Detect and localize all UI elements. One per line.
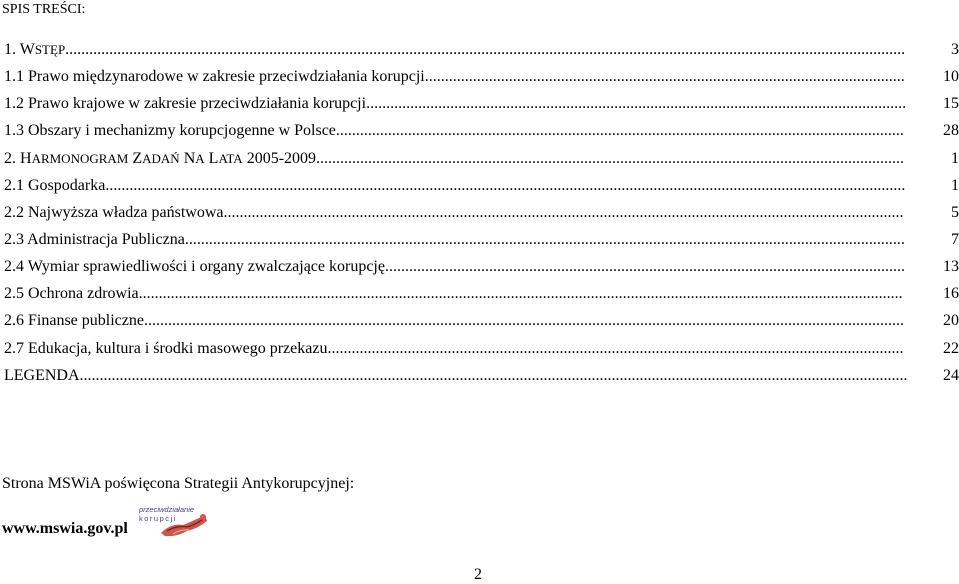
toc-entry-title: 2. HARMONOGRAM ZADAŃ NA LATA 2005-2009...................................................................................................................................................: [4, 149, 905, 167]
toc-entry[interactable]: [4, 226, 959, 253]
toc-entry-title: 2.7 Edukacja, kultura i środki masowego przekazu................................................................................................................................................: [4, 339, 904, 357]
toc-entry-page: 24: [943, 366, 959, 384]
toc-entry[interactable]: [4, 307, 959, 334]
toc-entry-title: 1.2 Prawo krajowe w zakresie przeciwdziałania korupcji.......................................................................................................................................: [4, 95, 907, 113]
toc-entry-title: 1.1 Prawo międzynarodowe w zakresie przeciwdziałania korupcji........................................................................................................................: [4, 68, 905, 86]
toc-entry-page: 20: [943, 312, 959, 330]
table-of-contents: [4, 36, 959, 389]
toc-title-smallcaps: HARMONOGRAM ZADAŃ NA LATA 2005-2009: [20, 149, 317, 167]
toc-leader-dots: ...................................................................................................................................................: [316, 149, 905, 167]
footer-label: Strona MSWiA poświęcona Strategii Antykorupcyjnej:: [2, 475, 355, 492]
toc-entry-page: 28: [943, 122, 959, 140]
toc-leader-dots: ...............................................................................................................................................................................................................: [79, 366, 908, 384]
toc-entry[interactable]: [4, 63, 959, 90]
toc-entry-page: 15: [943, 95, 959, 113]
toc-leader-dots: ....................................................................................................................................................................................: [184, 230, 905, 248]
toc-leader-dots: .......................................................................................................................................: [366, 95, 907, 113]
toc-entry-title: 2.3 Administracja Publiczna....................................................................................................................................................................................: [4, 230, 905, 248]
toc-leader-dots: ..................................................................................................................................: [384, 258, 905, 276]
toc-entry-page: 13: [943, 258, 959, 276]
toc-entry-page: 22: [943, 339, 959, 357]
toc-entry-page: 5: [951, 203, 959, 221]
toc-entry[interactable]: [4, 253, 959, 280]
toc-entry-title: 2.1 Gospodarka........................................................................................................................................................................................................: [4, 176, 906, 194]
toc-entry-page: 3: [951, 41, 959, 58]
toc-entry-page: 7: [951, 230, 959, 248]
toc-entry-title: 1.3 Obszary i mechanizmy korupcjogenne w Polsce..............................................................................................................................................: [4, 122, 904, 140]
toc-entry[interactable]: [4, 36, 959, 63]
toc-leader-dots: ........................................................................................................................: [424, 68, 905, 86]
toc-entry-title: 2.5 Ochrona zdrowia...............................................................................................................................................................................................: [4, 285, 903, 303]
toc-entry-title: 1. WSTĘP..................................................................................................................................................................................................................: [4, 41, 906, 58]
toc-entry[interactable]: [4, 117, 959, 144]
toc-entry-page: 1: [951, 149, 959, 167]
toc-entry-title: 2.4 Wymiar sprawiedliwości i organy zwalczające korupcję..................................................................................................................................: [4, 258, 905, 276]
logo-text-line1: przeciwdziałanie: [139, 505, 195, 514]
toc-entry[interactable]: [4, 362, 959, 389]
toc-leader-dots: ..........................................................................................................................................................................: [223, 203, 904, 221]
toc-entry[interactable]: [4, 145, 959, 172]
toc-leader-dots: ..............................................................................................................................................: [335, 122, 904, 140]
toc-title-smallcaps: WSTĘP: [19, 41, 66, 58]
page-number: 2: [474, 566, 482, 583]
logo-text-line2: korupcji: [139, 514, 177, 523]
toc-entry-title: 2.2 Najwyższa władza państwowa..........................................................................................................................................................................: [4, 203, 904, 221]
toc-entry[interactable]: [4, 280, 959, 307]
toc-leader-dots: ..................................................................................................................................................................................................................: [65, 41, 906, 58]
toc-leader-dots: ..............................................................................................................................................................................................: [143, 312, 904, 330]
toc-entry-page: 16: [943, 285, 959, 303]
toc-leader-dots: ................................................................................................................................................: [327, 339, 904, 357]
toc-heading: SPIS TREŚCI:: [2, 2, 86, 17]
toc-leader-dots: ........................................................................................................................................................................................................: [105, 176, 906, 194]
toc-entry-page: 10: [943, 68, 959, 86]
toc-entry[interactable]: [4, 90, 959, 117]
toc-entry[interactable]: [4, 335, 959, 362]
footer-url-link[interactable]: www.mswia.gov.pl: [2, 520, 128, 537]
handshake-logo-icon: [137, 503, 209, 537]
toc-entry-title: 2.6 Finanse publiczne..............................................................................................................................................................................................: [4, 312, 904, 330]
toc-entry-page: 1: [951, 176, 959, 194]
toc-entry[interactable]: [4, 172, 959, 199]
toc-leader-dots: ...............................................................................................................................................................................................: [138, 285, 903, 303]
toc-entry-title: LEGENDA...............................................................................................................................................................................................................: [4, 366, 908, 384]
toc-entry[interactable]: [4, 199, 959, 226]
